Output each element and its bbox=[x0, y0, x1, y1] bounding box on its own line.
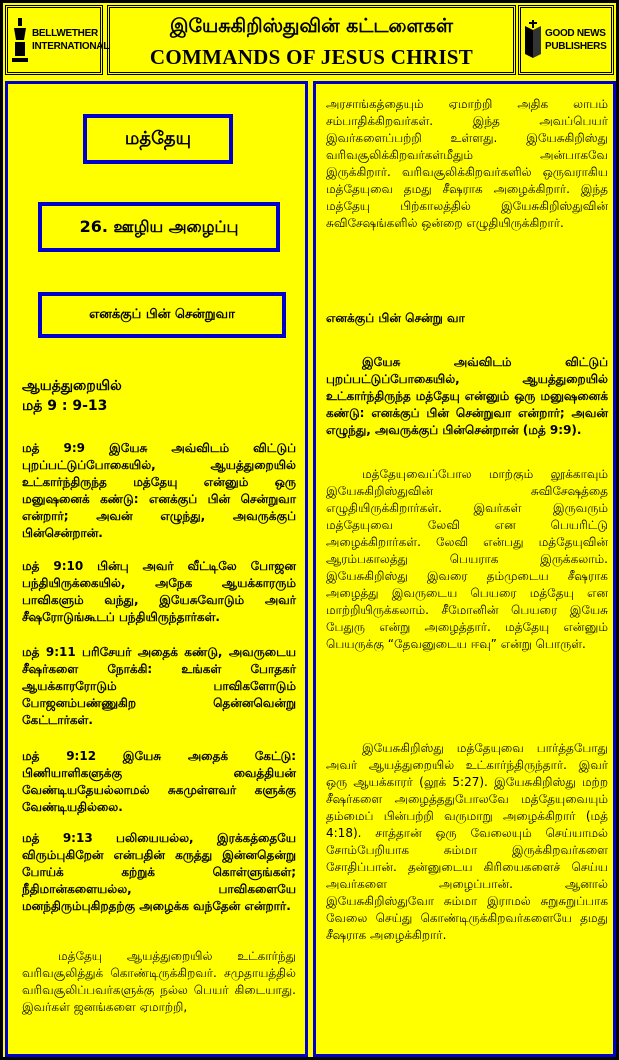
commentary-paragraph-2: அரசாங்கத்தையும் ஏமாற்றி அதிக லாபம் சம்பாதிக்கிறவர்கள். இந்த அவப்பெயர் இவர்களைப்பற்றி உள்ளது. இயேசுகிறிஸ்து வரிவசூலிக்கிறவர்கள்மீதும் அன்பாகவே இருக்கிறார். வரிவசூலிக்கிறவர்களில் ஒருவராகிய மத்தேயுவை தமது சீஷராக அழைக்கிறார். இந்த மத்தேயு பிற்காலத்தில் இயேசுகிறிஸ்துவின் சுவிசேஷங்களில் ஒன்றை எழுதியிருக்கிறார். bbox=[326, 97, 608, 230]
reference-block bbox=[22, 376, 296, 416]
verse-12: மத் 9:12 இயேசு அதைக் கேட்டு: பிணியாளிகளுக்கு வைத்தியன் வேண்டியதேயல்லாமல் சுகமுள்ளவர் களுக்கு வேண்டியதில்லை. bbox=[22, 749, 296, 814]
subtitle: எனக்குப் பின் சென்றுவா bbox=[89, 307, 235, 322]
title-box bbox=[107, 5, 516, 75]
lesson-title-box bbox=[38, 202, 280, 252]
verse-13: மத் 9:13 பலியையல்ல, இரக்கத்தையே விரும்புகிறேன் என்பதின் கருத்து இன்னதென்று போய்க் கற்றுக் கொள்ளுங்கள்; நீதிமான்களையல்ல, பாவிகளையே மனந்திரும்புகிறதற்கு அழைக்க வந்தேன் என்றார். bbox=[22, 831, 296, 913]
subtitle-box bbox=[38, 292, 286, 338]
open-book-icon bbox=[525, 18, 541, 62]
section-heading: எனக்குப் பின் சென்று வா bbox=[326, 311, 465, 325]
publisher-right-name: GOOD NEWS PUBLISHERS bbox=[545, 28, 607, 52]
title-tamil: இயேசுகிறிஸ்துவின் கட்டளைகள் bbox=[170, 15, 453, 37]
verse-9: மத் 9:9 இயேசு அவ்விடம் விட்டுப் புறப்பட்டுப்போகையில், ஆயத்துறையில் உட்கார்ந்திருந்த மத்தேயு என்னும் ஒரு மனுஷனைக் கண்டு: எனக்குப் பின் சென்றுவா என்றார்; அவன் எழுந்து, அவருக்குப் பின்சென்றான். bbox=[22, 441, 296, 540]
bellwether-logo bbox=[5, 5, 110, 75]
header bbox=[3, 3, 616, 79]
commentary-paragraph-1: மத்தேயு ஆயத்துறையில் உட்கார்ந்து வரிவசூலித்துக் கொண்டிருக்கிறவர். சமுதாயத்தில் வரிவசூலிப்பவர்களுக்கு நல்ல பெயர் கிடையாது. இவர்கள் ஜனங்களை ஏமாற்றி, bbox=[22, 949, 296, 1014]
verse-quote: இயேசு அவ்விடம் விட்டுப் புறப்பட்டுப்போகையில், ஆயத்துறையில் உட்கார்ந்திருந்த மத்தேயு என்னும் ஒரு மனுஷனைக் கண்டு: எனக்குப் பின் சென்றுவா என்றார்; அவன் எழுந்து, அவருக்குப் பின்சென்றான் (மத் 9:9). bbox=[326, 355, 608, 437]
verse-10: மத் 9:10 பின்பு அவர் வீட்டிலே போஜன பந்தியிருக்கையில், அநேக ஆயக்காரரும் பாவிகளும் வந்து, இயேசுவோடும் அவர் சீஷரோடுங்கூடப் பந்தியிருந்தார்கள். bbox=[22, 559, 296, 624]
title-english: COMMANDS OF JESUS CHRIST bbox=[149, 45, 474, 69]
left-column bbox=[5, 81, 308, 1057]
good-news-logo bbox=[518, 5, 614, 75]
book-title: மத்தேயு bbox=[124, 127, 192, 149]
commentary-paragraph-4: இயேசுகிறிஸ்து மத்தேயுவை பார்த்தபோது அவர் ஆயத்துறையில் உட்கார்ந்திருந்தார். இவர் ஒரு ஆயக்காரர் (லூக் 5:27). இயேசுகிறிஸ்து மற்ற சீஷர்களை அழைத்ததுபோலவே மத்தேயுவையும் தம்மைப் பின்பற்றி வருமாறு அழைக்கிறார் (மத் 4:18). சாத்தான் ஒரு வேலையும் செய்யாமல் சோம்பேறியாக சும்மா இருக்கிறவர்களை சோதிப்பான். தன்னுடைய கிரியைகளைச் செய்ய அவர்களை அழைப்பான். ஆனால் இயேசுகிறிஸ்துவோ சும்மா இராமல் சுறுசுறுப்பாக வேலை செய்து கொண்டிருக்கிறவர்களையே தமது சீஷராக அழைக்கிறார். bbox=[326, 741, 608, 942]
lesson-title: 26. ஊழிய அழைப்பு bbox=[79, 216, 239, 236]
commentary-paragraph-3: மத்தேயுவைப்போல மாற்கும் லூக்காவும் இயேசுகிறிஸ்துவின் சுவிசேஷத்தை எழுதியிருக்கிறார்கள். இவர்கள் இருவரும் மத்தேயுவை லேவி என பெயரிட்டு அழைக்கிறார்கள். லேவி என்பது மத்தேயுவின் ஆரம்பகாலத்து பெயராக இருக்கலாம். இயேசுகிறிஸ்து இவரை தம்முடைய சீஷராக அழைத்து இவருடைய பெயரை மத்தேயு என மாற்றியிருக்கலாம். சீமோனின் பெயரை இயேசு பேதுரு என்று அழைத்தார். மத்தேயு என்னும் பெயருக்கு “தேவனுடைய ஈவு” என்று பொருள். bbox=[326, 467, 608, 651]
bell-tower-icon bbox=[12, 18, 28, 62]
publisher-left-name: BELLWETHER INTERNATIONAL bbox=[32, 28, 110, 52]
reference-line-2: மத் 9 : 9-13 bbox=[22, 398, 108, 414]
right-column bbox=[313, 81, 616, 1057]
book-title-box bbox=[83, 114, 233, 164]
verse-11: மத் 9:11 பரிசேயர் அதைக் கண்டு, அவருடைய சீஷர்களை நோக்கி: உங்கள் போதகர் ஆயக்காரரோடும் பாவிகளோடும் போஜனம்பண்ணுகிற தென்னவென்று கேட்டார்கள். bbox=[22, 645, 296, 727]
reference-line-1: ஆயத்துறையில் bbox=[22, 378, 122, 394]
